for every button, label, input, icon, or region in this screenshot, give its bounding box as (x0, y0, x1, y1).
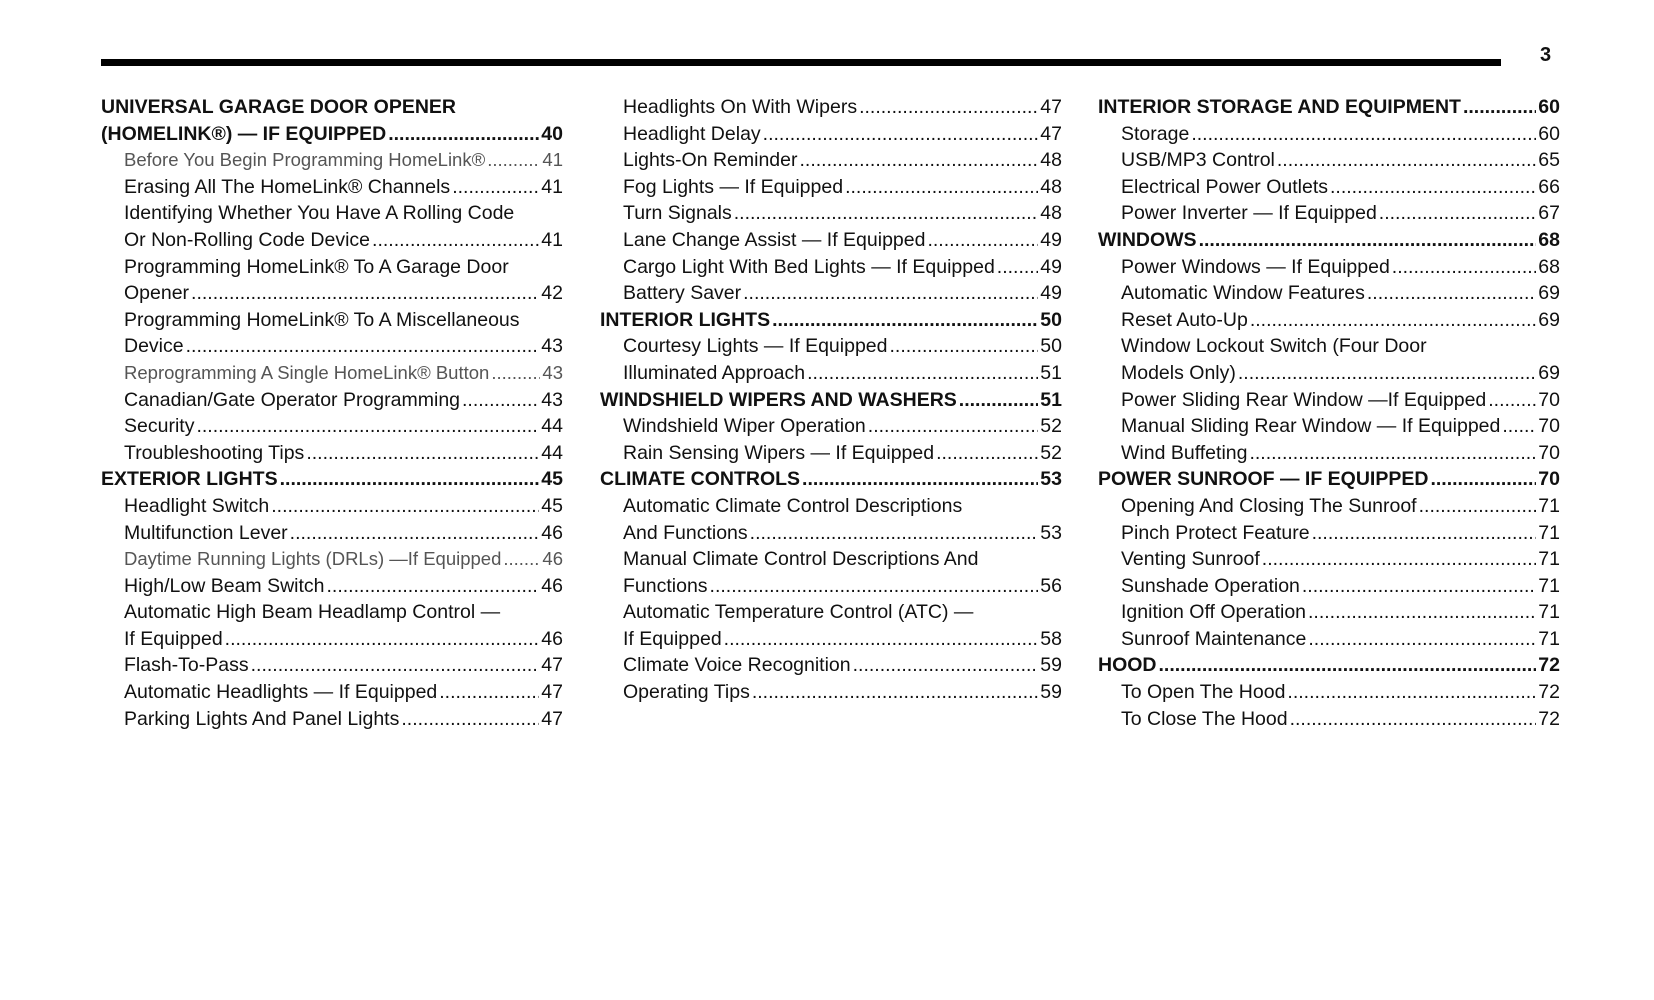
toc-entry-title: Canadian/Gate Operator Programming (124, 388, 461, 411)
toc-entry-title: Programming HomeLink® To A Miscellaneous (124, 308, 520, 331)
toc-entry-title: Window Lockout Switch (Four Door (1121, 335, 1427, 358)
toc-entry[interactable] (600, 520, 1062, 547)
dot-leader (196, 413, 539, 440)
toc-entry-page-number: 47 (1040, 96, 1062, 118)
toc-entry-page-number: 70 (1538, 388, 1560, 411)
dot-leader (1392, 254, 1537, 281)
dot-leader (186, 333, 540, 360)
toc-entry (101, 200, 563, 227)
toc-entry[interactable] (1098, 254, 1560, 281)
toc-entry[interactable] (1098, 147, 1560, 174)
toc-entry-title: Fog Lights — If Equipped (623, 175, 844, 198)
dot-leader (372, 227, 539, 254)
toc-entry-page-number: 41 (541, 175, 563, 198)
toc-entry[interactable] (1098, 599, 1560, 626)
toc-entry-page-number: 53 (1040, 468, 1062, 491)
dot-leader (845, 174, 1038, 201)
toc-entry[interactable] (600, 626, 1062, 653)
toc-entry-title: Functions (623, 574, 708, 597)
toc-entry (101, 307, 563, 334)
toc-entry (600, 493, 1062, 520)
toc-entry-page-number: 71 (1538, 521, 1560, 544)
toc-entry[interactable] (600, 440, 1062, 467)
toc-entry-page-number: 44 (541, 441, 563, 464)
toc-entry[interactable] (600, 652, 1062, 679)
toc-entry-title: Reprogramming A Single HomeLink® Button (124, 361, 490, 383)
dot-leader (1367, 280, 1536, 307)
toc-entry-title: Automatic High Beam Headlamp Control — (124, 601, 501, 624)
toc-entry-title: Models Only) (1121, 361, 1236, 384)
toc-entry[interactable] (101, 333, 563, 360)
toc-entry-title: Lane Change Assist — If Equipped (623, 228, 926, 251)
dot-leader (927, 227, 1038, 254)
dot-leader (1290, 706, 1537, 733)
dot-leader (1277, 147, 1536, 174)
toc-entry-page-number: 46 (541, 521, 563, 544)
dot-leader (1430, 466, 1536, 493)
dot-leader (763, 121, 1039, 148)
toc-entry-title: Power Windows — If Equipped (1121, 255, 1390, 278)
toc-entry-title: INTERIOR LIGHTS (600, 308, 771, 331)
toc-entry[interactable] (101, 652, 563, 679)
toc-entry[interactable] (1098, 626, 1560, 653)
toc-entry[interactable] (101, 626, 563, 653)
toc-column-3 (1098, 94, 1560, 732)
toc-entry[interactable] (1098, 440, 1560, 467)
toc-entry[interactable] (1098, 706, 1560, 733)
toc-entry[interactable] (600, 360, 1062, 387)
toc-entry-page-number: 49 (1040, 282, 1062, 305)
toc-entry-page-number: 47 (541, 654, 563, 677)
toc-section-heading[interactable] (101, 121, 563, 148)
toc-entry-page-number: 71 (1538, 627, 1560, 650)
toc-entry[interactable] (1098, 307, 1560, 334)
toc-entry-title: To Open The Hood (1121, 681, 1286, 704)
toc-entry-title: Turn Signals (623, 202, 732, 225)
dot-leader (1488, 387, 1536, 414)
toc-entry-page-number: 50 (1040, 308, 1062, 331)
toc-entry[interactable] (600, 573, 1062, 600)
toc-entry-page-number: 69 (1538, 308, 1560, 331)
toc-entry-title: Headlight Delay (623, 122, 761, 145)
toc-entry[interactable] (101, 360, 563, 387)
dot-leader (1502, 413, 1536, 440)
toc-entry-page-number: 40 (541, 122, 563, 145)
toc-entry-page-number: 46 (542, 548, 563, 570)
toc-entry[interactable] (600, 679, 1062, 706)
dot-leader (191, 280, 539, 307)
toc-entry-title: Battery Saver (623, 282, 742, 305)
dot-leader (772, 307, 1038, 334)
toc-entry-title: Before You Begin Programming HomeLink® (124, 149, 486, 171)
toc-entry[interactable] (1098, 387, 1560, 414)
toc-section-heading[interactable] (1098, 652, 1560, 679)
toc-entry-page-number: 58 (1040, 627, 1062, 650)
toc-section-heading[interactable] (1098, 466, 1560, 493)
toc-entry-page-number: 53 (1040, 521, 1062, 544)
toc-entry-page-number: 65 (1538, 149, 1560, 172)
toc-entry-page-number: 47 (541, 681, 563, 704)
toc-entry-title: INTERIOR STORAGE AND EQUIPMENT (1098, 96, 1461, 118)
toc-entry-page-number: 52 (1040, 441, 1062, 464)
toc-entry-page-number: 68 (1538, 228, 1560, 251)
toc-entry-page-number: 67 (1538, 202, 1560, 225)
dot-leader (1250, 307, 1536, 334)
dot-leader (1159, 652, 1537, 679)
dot-leader (1287, 679, 1536, 706)
toc-entry-page-number: 43 (542, 361, 563, 383)
toc-entry-page-number: 59 (1040, 654, 1062, 677)
toc-entry-title: Device (124, 335, 184, 358)
toc-entry[interactable] (101, 493, 563, 520)
dot-leader (1463, 94, 1536, 121)
toc-entry-title: (HOMELINK®) — IF EQUIPPED (101, 122, 387, 145)
dot-leader (853, 652, 1039, 679)
dot-leader (280, 466, 540, 493)
toc-entry-page-number: 60 (1538, 96, 1560, 118)
toc-entry-title: USB/MP3 Control (1121, 149, 1275, 172)
toc-entry-title: Manual Climate Control Descriptions And (623, 548, 979, 571)
dot-leader (452, 174, 539, 201)
toc-entry-page-number: 71 (1538, 548, 1560, 571)
toc-section-heading[interactable] (600, 307, 1062, 334)
toc-entry-page-number: 47 (1040, 122, 1062, 145)
toc-entry-page-number: 47 (541, 707, 563, 730)
dot-leader (503, 546, 540, 573)
toc-entry-page-number: 43 (541, 388, 563, 411)
toc-entry[interactable] (101, 147, 563, 174)
toc-entry-page-number: 72 (1538, 654, 1560, 677)
toc-entry-page-number: 41 (541, 228, 563, 251)
toc-entry-title: Automatic Temperature Control (ATC) — (623, 601, 974, 624)
toc-entry-page-number: 69 (1538, 282, 1560, 305)
toc-entry-page-number: 70 (1538, 441, 1560, 464)
toc-entry-page-number: 59 (1040, 681, 1062, 704)
toc-entry-title: Climate Voice Recognition (623, 654, 851, 677)
toc-entry-title: UNIVERSAL GARAGE DOOR OPENER (101, 96, 457, 118)
toc-entry-title: WINDSHIELD WIPERS AND WASHERS (600, 388, 957, 411)
toc-entry[interactable] (101, 280, 563, 307)
toc-entry-title: HOOD (1098, 654, 1157, 677)
toc-entry[interactable] (600, 413, 1062, 440)
toc-entry-title: Automatic Climate Control Descriptions (623, 494, 963, 517)
toc-entry (101, 599, 563, 626)
toc-entry-title: Programming HomeLink® To A Garage Door (124, 255, 509, 278)
dot-leader (327, 573, 540, 600)
toc-entry-page-number: 42 (541, 282, 563, 305)
dot-leader (1419, 493, 1537, 520)
dot-leader (1238, 360, 1536, 387)
dot-leader (1379, 200, 1537, 227)
toc-entry[interactable] (600, 333, 1062, 360)
toc-entry-page-number: 71 (1538, 494, 1560, 517)
dot-leader (1249, 440, 1536, 467)
dot-leader (936, 440, 1038, 467)
dot-leader (439, 679, 539, 706)
toc-entry[interactable] (1098, 121, 1560, 148)
toc-entry-title: To Close The Hood (1121, 707, 1288, 730)
toc-entry-title: And Functions (623, 521, 748, 544)
dot-leader (1308, 626, 1536, 653)
toc-entry-title: POWER SUNROOF — IF EQUIPPED (1098, 468, 1429, 491)
toc-entry[interactable] (101, 706, 563, 733)
toc-entry[interactable] (101, 679, 563, 706)
dot-leader (1330, 174, 1536, 201)
toc-section-heading[interactable] (101, 466, 563, 493)
toc-entry[interactable] (600, 147, 1062, 174)
header-rule (101, 59, 1501, 66)
dot-leader (487, 147, 540, 174)
dot-leader (889, 333, 1038, 360)
toc-entry[interactable] (101, 520, 563, 547)
dot-leader (462, 387, 539, 414)
toc-entry[interactable] (101, 227, 563, 254)
dot-leader (1302, 573, 1536, 600)
toc-entry-title: Rain Sensing Wipers — If Equipped (623, 441, 935, 464)
toc-entry-title: Opener (124, 282, 190, 305)
toc-entry-title: Power Inverter — If Equipped (1121, 202, 1377, 225)
toc-entry[interactable] (101, 573, 563, 600)
toc-entry-title: WINDOWS (1098, 228, 1197, 251)
dot-leader (1308, 599, 1536, 626)
toc-entry-title: Erasing All The HomeLink® Channels (124, 175, 451, 198)
toc-entry[interactable] (1098, 174, 1560, 201)
toc-entry-title: Daytime Running Lights (DRLs) —If Equipped (124, 548, 502, 570)
toc-entry-page-number: 51 (1040, 388, 1062, 411)
toc-entry-title: Troubleshooting Tips (124, 441, 305, 464)
toc-entry[interactable] (101, 546, 563, 573)
toc-entry-title: EXTERIOR LIGHTS (101, 468, 278, 491)
toc-entry-page-number: 48 (1040, 202, 1062, 225)
toc-entry-page-number: 44 (541, 415, 563, 438)
toc-entry-page-number: 70 (1538, 468, 1560, 491)
dot-leader (802, 466, 1038, 493)
toc-entry[interactable] (1098, 573, 1560, 600)
toc-section-heading[interactable] (1098, 94, 1560, 121)
toc-section-heading (101, 94, 563, 121)
toc-entry[interactable] (1098, 679, 1560, 706)
toc-entry (101, 254, 563, 281)
toc-entry-title: Reset Auto-Up (1121, 308, 1248, 331)
toc-entry[interactable] (101, 413, 563, 440)
toc-entry[interactable] (101, 174, 563, 201)
toc-entry-title: CLIMATE CONTROLS (600, 468, 801, 491)
toc-entry-page-number: 60 (1538, 122, 1560, 145)
toc-entry-page-number: 51 (1040, 361, 1062, 384)
toc-entry-page-number: 46 (541, 627, 563, 650)
toc-entry-title: Venting Sunroof (1121, 548, 1260, 571)
toc-section-heading[interactable] (600, 387, 1062, 414)
toc-entry-title: Courtesy Lights — If Equipped (623, 335, 888, 358)
dot-leader (743, 280, 1038, 307)
toc-entry-page-number: 50 (1040, 335, 1062, 358)
toc-entry-title: Flash-To-Pass (124, 654, 249, 677)
dot-leader (959, 387, 1039, 414)
dot-leader (800, 147, 1039, 174)
toc-entry-title: Illuminated Approach (623, 361, 806, 384)
toc-entry-title: Ignition Off Operation (1121, 601, 1307, 624)
dot-leader (225, 626, 540, 653)
toc-entry-page-number: 48 (1040, 149, 1062, 172)
toc-entry[interactable] (1098, 413, 1560, 440)
toc-entry-title: Parking Lights And Panel Lights (124, 707, 400, 730)
dot-leader (752, 679, 1038, 706)
toc-entry[interactable] (600, 200, 1062, 227)
toc-column-2 (600, 94, 1062, 706)
toc-entry[interactable] (1098, 546, 1560, 573)
toc-entry[interactable] (1098, 520, 1560, 547)
dot-leader (997, 254, 1039, 281)
toc-entry-title: Sunshade Operation (1121, 574, 1300, 597)
toc-entry-page-number: 69 (1538, 361, 1560, 384)
toc-entry-page-number: 56 (1040, 574, 1062, 597)
toc-entry-title: High/Low Beam Switch (124, 574, 325, 597)
dot-leader (491, 360, 540, 387)
dot-leader (734, 200, 1039, 227)
dot-leader (750, 520, 1039, 547)
dot-leader (868, 413, 1039, 440)
toc-entry-page-number: 72 (1538, 707, 1560, 730)
dot-leader (271, 493, 539, 520)
toc-entry-page-number: 49 (1040, 228, 1062, 251)
toc-entry-page-number: 71 (1538, 601, 1560, 624)
toc-entry-title: Electrical Power Outlets (1121, 175, 1328, 198)
toc-entry-page-number: 45 (541, 468, 563, 491)
toc-entry (1098, 333, 1560, 360)
toc-entry-title: Multifunction Lever (124, 521, 288, 544)
toc-entry-title: Sunroof Maintenance (1121, 627, 1307, 650)
toc-entry-page-number: 66 (1538, 175, 1560, 198)
toc-entry[interactable] (600, 254, 1062, 281)
toc-entry-page-number: 71 (1538, 574, 1560, 597)
toc-entry-page-number: 70 (1538, 415, 1560, 438)
dot-leader (1199, 227, 1537, 254)
dot-leader (710, 573, 1039, 600)
toc-entry[interactable] (600, 280, 1062, 307)
dot-leader (388, 121, 539, 148)
toc-entry-title: Identifying Whether You Have A Rolling Code (124, 202, 515, 225)
toc-entry (600, 599, 1062, 626)
toc-entry-title: Storage (1121, 122, 1190, 145)
toc-entry-title: Operating Tips (623, 681, 750, 704)
toc-entry[interactable] (101, 440, 563, 467)
toc-entry[interactable] (1098, 493, 1560, 520)
dot-leader (306, 440, 539, 467)
toc-entry-page-number: 41 (542, 149, 563, 171)
toc-entry-title: If Equipped (124, 627, 223, 650)
toc-entry[interactable] (1098, 200, 1560, 227)
page-number: 3 (1540, 44, 1552, 66)
toc-entry-title: Power Sliding Rear Window —If Equipped (1121, 388, 1487, 411)
toc-entry-title: Manual Sliding Rear Window — If Equipped (1121, 415, 1501, 438)
toc-entry-title: Automatic Headlights — If Equipped (124, 681, 438, 704)
toc-entry[interactable] (600, 121, 1062, 148)
toc-entry-page-number: 46 (541, 574, 563, 597)
toc-entry-title: Security (124, 415, 195, 438)
dot-leader (859, 94, 1038, 121)
toc-entry-title: Or Non-Rolling Code Device (124, 228, 371, 251)
dot-leader (807, 360, 1038, 387)
toc-entry-title: Pinch Protect Feature (1121, 521, 1310, 544)
toc-section-heading[interactable] (600, 466, 1062, 493)
toc-entry-page-number: 49 (1040, 255, 1062, 278)
toc-entry[interactable] (1098, 280, 1560, 307)
dot-leader (724, 626, 1039, 653)
toc-column-1 (101, 94, 563, 732)
toc-entry-title: Headlights On With Wipers (623, 96, 858, 118)
toc-entry-title: Cargo Light With Bed Lights — If Equipped (623, 255, 995, 278)
toc-entry-page-number: 68 (1538, 255, 1560, 278)
toc-entry-title: If Equipped (623, 627, 722, 650)
toc-entry-title: Windshield Wiper Operation (623, 415, 866, 438)
toc-entry[interactable] (600, 94, 1062, 121)
toc-entry-title: Opening And Closing The Sunroof (1121, 494, 1417, 517)
toc-entry (600, 546, 1062, 573)
toc-entry[interactable] (1098, 360, 1560, 387)
toc-entry-title: Headlight Switch (124, 494, 270, 517)
toc-entry-title: Automatic Window Features (1121, 282, 1365, 305)
dot-leader (1262, 546, 1537, 573)
toc-entry-title: Wind Buffeting (1121, 441, 1248, 464)
toc-entry[interactable] (600, 227, 1062, 254)
toc-entry[interactable] (600, 174, 1062, 201)
dot-leader (290, 520, 540, 547)
toc-entry-page-number: 48 (1040, 175, 1062, 198)
toc-entry-page-number: 72 (1538, 681, 1560, 704)
dot-leader (401, 706, 539, 733)
dot-leader (1191, 121, 1536, 148)
toc-entry-page-number: 45 (541, 494, 563, 517)
dot-leader (251, 652, 540, 679)
dot-leader (1312, 520, 1537, 547)
toc-entry-page-number: 43 (541, 335, 563, 358)
toc-section-heading[interactable] (1098, 227, 1560, 254)
toc-entry-title: Lights-On Reminder (623, 149, 798, 172)
toc-entry-page-number: 52 (1040, 415, 1062, 438)
toc-entry[interactable] (101, 387, 563, 414)
